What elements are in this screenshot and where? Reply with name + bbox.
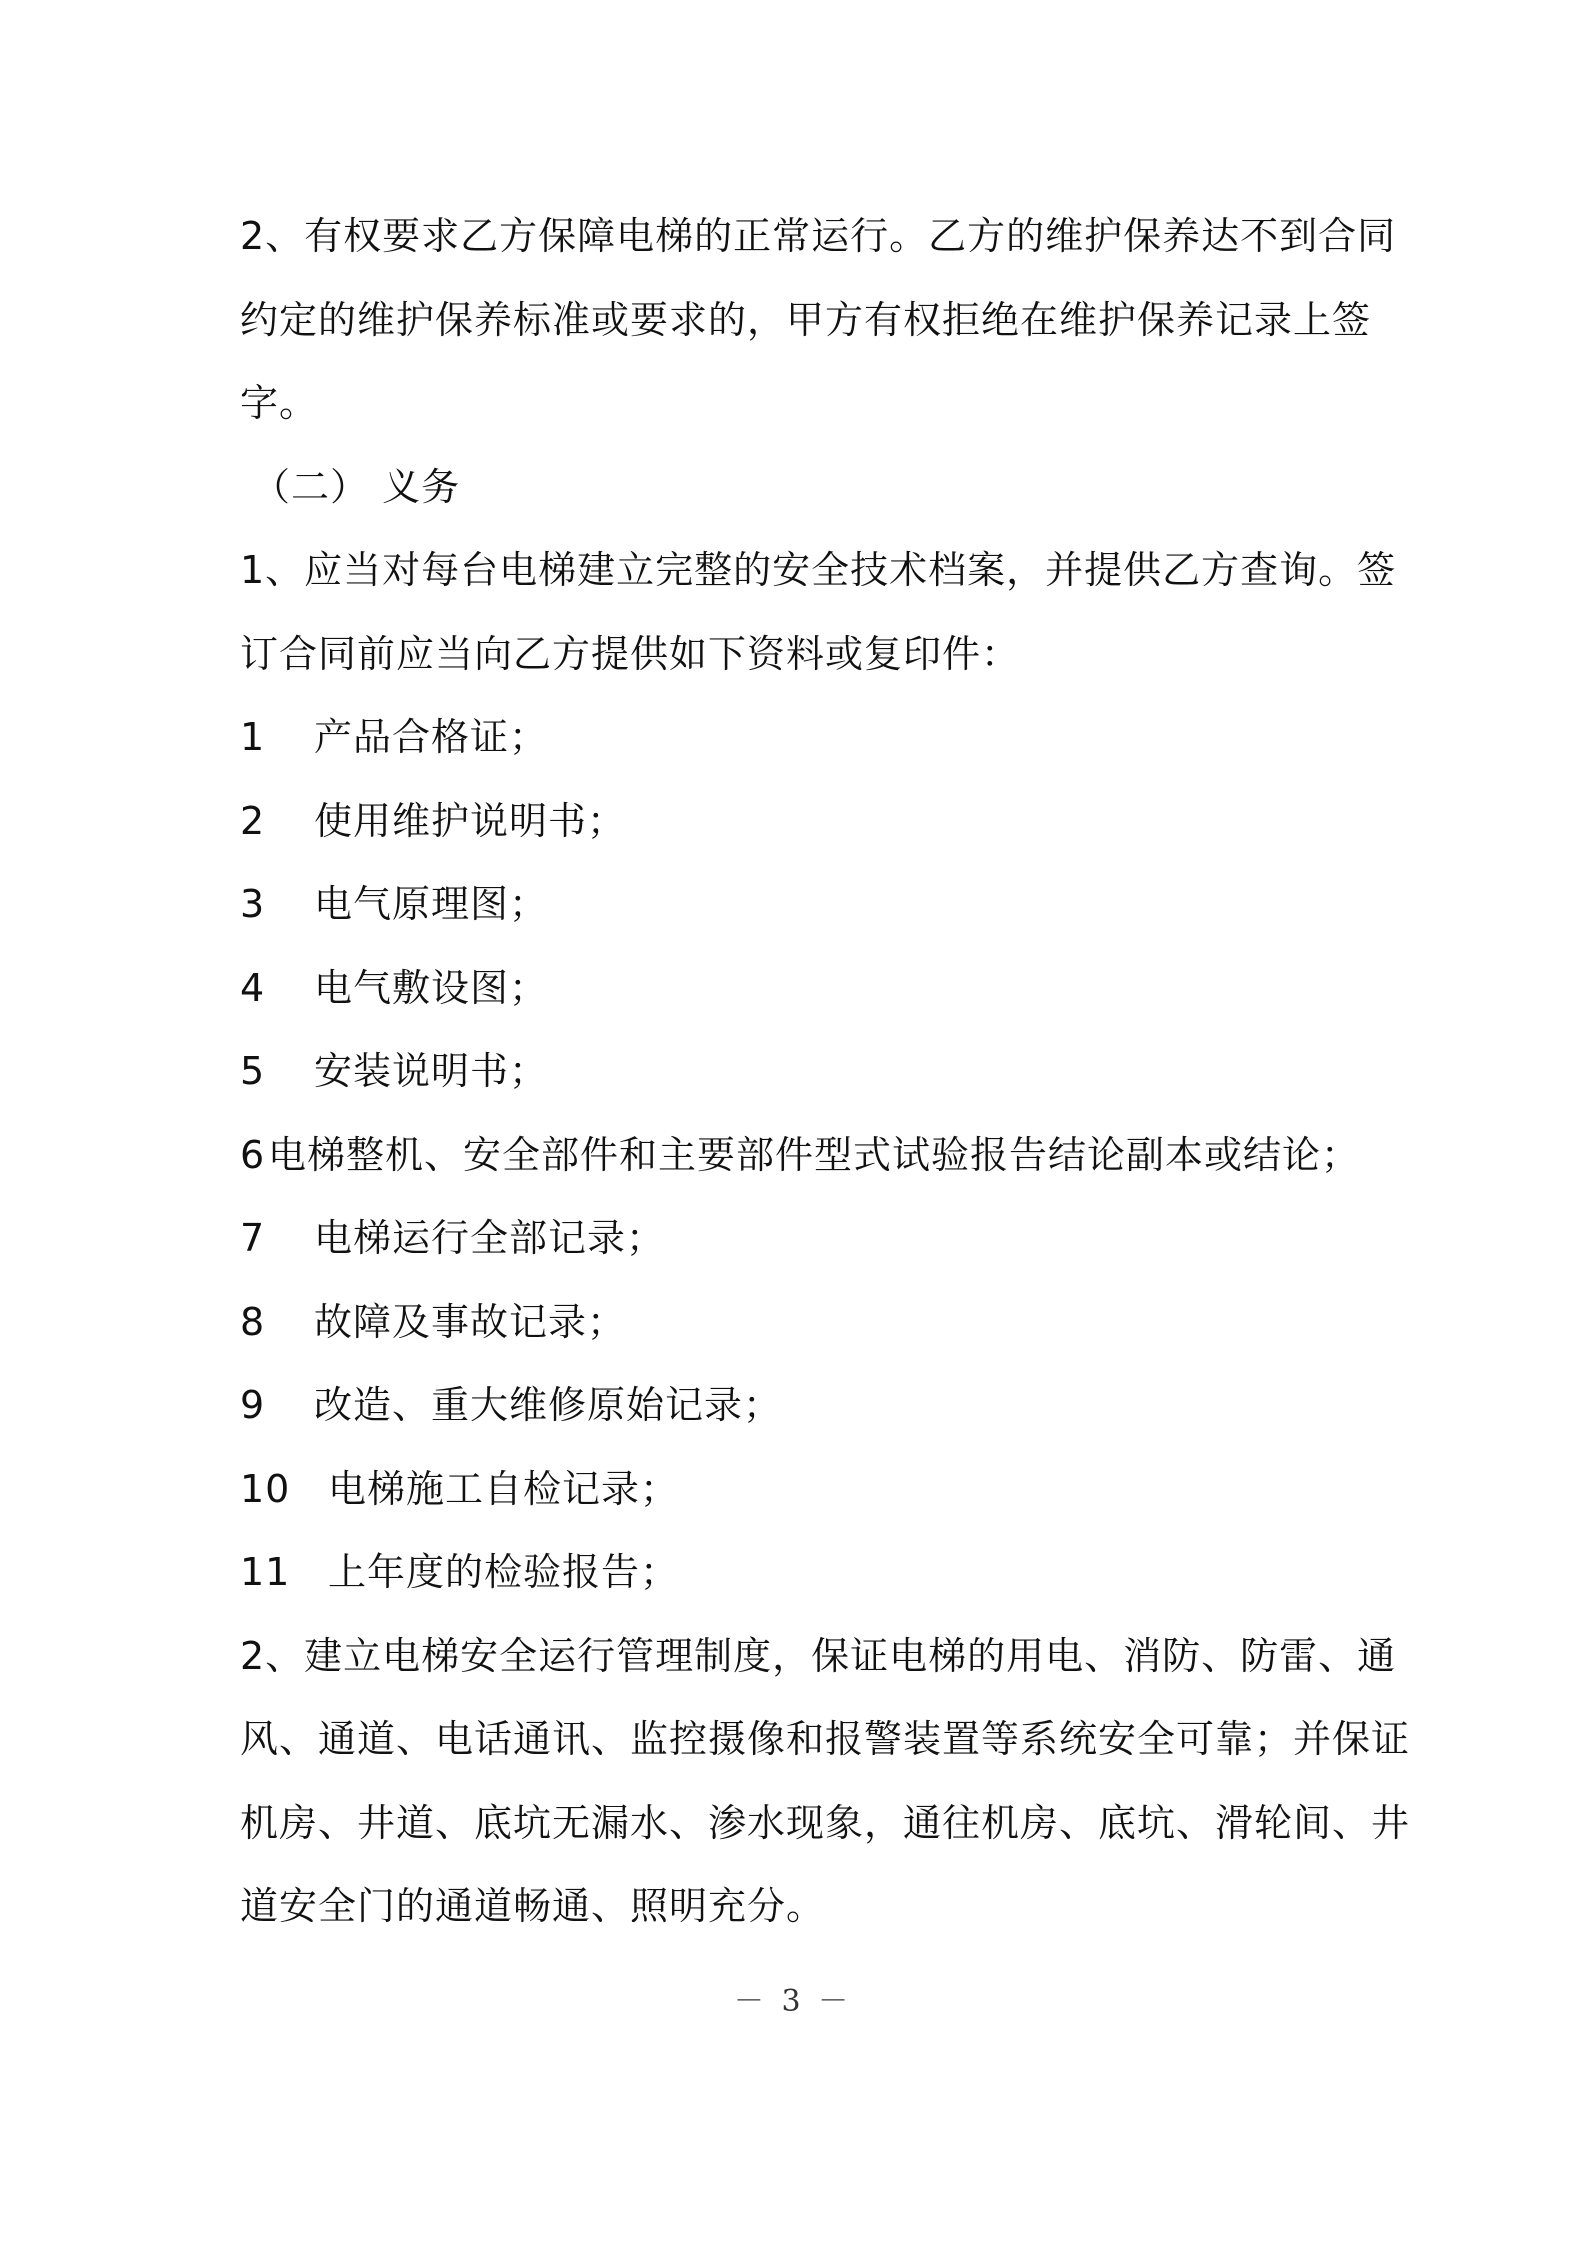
list-item-text: 安装说明书； <box>314 1049 549 1093</box>
list-item-text: 上年度的检验报告； <box>328 1550 680 1594</box>
paragraph-line: 字。 <box>240 381 319 425</box>
list-item <box>240 1364 1360 1448</box>
list-item-number: 3 <box>240 882 266 926</box>
list-item-number: 6 <box>240 1132 266 1177</box>
page-number: － 3 － <box>733 1984 853 2019</box>
list-item-number: 7 <box>240 1216 266 1260</box>
list-item-number: 2 <box>240 798 266 843</box>
list-item-text: 电梯施工自检记录； <box>328 1466 680 1511</box>
list-item-number: 4 <box>240 965 266 1010</box>
list-item-text: 电梯整机、安全部件和主要部件型式试验报告结论副本或结论； <box>267 1132 1360 1177</box>
list-item <box>240 696 1360 780</box>
paragraph-duty-1 <box>240 529 1397 696</box>
section-heading-duties: （二） 义务 <box>252 464 461 509</box>
list-item <box>240 1030 1360 1114</box>
list-item-text: 故障及事故记录； <box>314 1299 627 1344</box>
paragraph-line: 约定的维护保养标准或要求的，甲方有权拒绝在维护保养记录上签 <box>240 297 1372 342</box>
list-item-text: 电梯运行全部记录； <box>314 1216 666 1260</box>
document-body <box>240 195 1411 1949</box>
list-item-text: 产品合格证； <box>314 715 549 759</box>
paragraph-line: 2、建立电梯安全运行管理制度，保证电梯的用电、消防、防雷、通 <box>240 1633 1397 1678</box>
list-item-number: 1 <box>240 715 266 759</box>
list-item-number: 11 <box>240 1550 291 1594</box>
paragraph-line: 风、通道、电话通讯、监控摄像和报警装置等系统安全可靠；并保证 <box>240 1717 1411 1761</box>
list-item <box>240 1281 1360 1365</box>
paragraph-line: 机房、井道、底坑无漏水、渗水现象，通往机房、底坑、滑轮间、井 <box>240 1800 1411 1845</box>
paragraph-line: 2、有权要求乙方保障电梯的正常运行。乙方的维护保养达不到合同 <box>240 214 1397 258</box>
paragraph-rights-2 <box>240 195 1397 446</box>
paragraph-line: 1、应当对每台电梯建立完整的安全技术档案，并提供乙方查询。签 <box>240 548 1397 592</box>
list-item-text: 电气敷设图； <box>314 965 549 1010</box>
paragraph-duty-2 <box>240 1615 1411 1949</box>
list-item-text: 电气原理图； <box>314 882 549 926</box>
list-item <box>240 780 1360 864</box>
paragraph-line: 道安全门的通道畅通、照明充分。 <box>240 1884 826 1928</box>
list-item-number: 5 <box>240 1049 266 1093</box>
list-item <box>240 1114 1360 1198</box>
list-item-number: 8 <box>240 1299 266 1344</box>
list-item-text: 使用维护说明书； <box>314 798 627 843</box>
list-item-number: 9 <box>240 1383 266 1427</box>
list-item <box>240 1448 1360 1532</box>
list-item <box>240 1531 1360 1615</box>
paragraph-line: 订合同前应当向乙方提供如下资料或复印件： <box>240 631 1021 676</box>
list-item <box>240 947 1360 1031</box>
list-item-text: 改造、重大维修原始记录； <box>314 1383 783 1427</box>
list-item-number: 10 <box>240 1466 291 1511</box>
list-item <box>240 1197 1360 1281</box>
list-item <box>240 863 1360 947</box>
materials-list <box>240 696 1360 1615</box>
